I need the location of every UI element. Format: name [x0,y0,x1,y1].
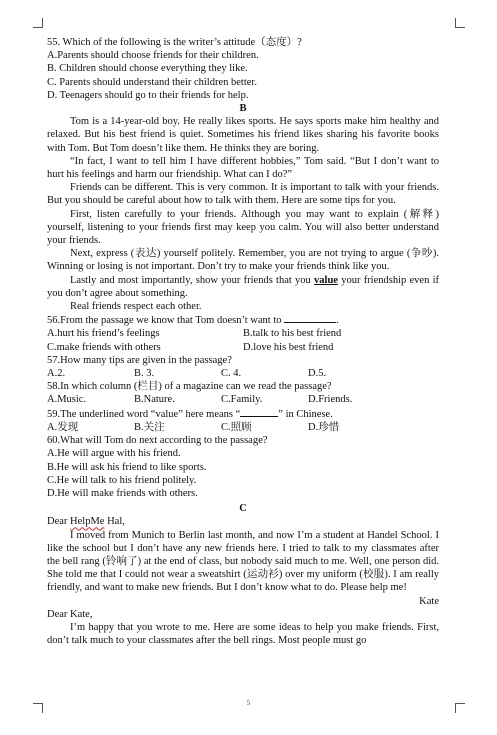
question-59-stem-text: 59.The underlined word “value” here means “ [47,408,241,420]
greeting-name: Hal, [104,516,125,528]
passage-b-paragraph-1: Tom is a 14-year-old boy. He really likes sports. He says sports make him healthy and relaxed. But his best friend is quiet. Sometimes his friend likes sharing his favorite books with Tom. But Tom doesn’t like them. He thinks they are boring. [47,116,439,154]
question-60-option-a: A.He will argue with his friend. [47,448,181,460]
crop-mark-top-left [33,18,43,28]
question-55-stem: 55. Which of the following is the writer’s attitude（态度）? [47,37,302,48]
question-59-stem [47,407,439,421]
question-56-options-row-1 [47,327,439,340]
underlined-word-value: value [314,274,338,286]
letter-1-body: I moved from Munich to Berlin last month, and now I’m a student at Handel School. I like the school but I don’t have any new friends here. I tried to talk to my classmates after the bell rang (铃响了) at the end of class, but nobody said much to me. Well, one person did. She told me that I could not wear a sweatshirt (运动衫) over my uniform (校服). I am really friendly, and want to make new friends. But I don’t know what to do. Please help me! [47,529,439,594]
letter-1-greeting [47,515,439,528]
crop-mark-top-right [455,18,465,28]
question-57-option-a: A.2. [47,368,66,380]
question-59-options [47,421,439,434]
greeting-helpme: HelpMe [70,516,105,528]
question-57-options [47,367,439,380]
answer-blank [284,313,336,323]
question-60-option-d: D.He will make friends with others. [47,487,198,499]
answer-blank [240,407,278,417]
letter-2-greeting: Dear Kate, [47,608,93,620]
passage-b-paragraph-7: Real friends respect each other. [70,301,202,313]
question-56-stem [47,313,439,327]
question-58-option-c: C.Family. [221,394,263,406]
question-57-option-b: B. 3. [134,368,155,380]
question-55-option-c: C. Parents should understand their children better. [47,76,257,88]
question-58-option-a: A.Music. [47,394,87,406]
question-60-stem: 60.What will Tom do next according to the passage? [47,435,268,447]
question-56-option-b: B.talk to his best friend [243,328,342,340]
letter-2-body: I’m happy that you wrote to me. Here are some ideas to help you make friends. First, don’t talk much to your classmates after the bell rings. Most people must go [47,621,439,647]
question-58-option-b: B.Nature. [134,394,175,406]
question-56-option-a: A.hurt his friend’s feelings [47,328,160,340]
question-57-stem: 57.How many tips are given in the passage? [47,354,232,366]
greeting-dear: Dear [47,516,71,528]
question-59-option-c: C.照顾 [221,421,252,433]
section-c-heading: C [239,503,247,515]
question-57-option-d: D.5. [308,368,327,380]
passage-b-paragraph-2: “In fact, I want to tell him I have different hobbies,” Tom said. “But I don’t want to hurt his feelings and harm our friendship. What can I do?” [47,155,439,181]
question-58-options [47,393,439,406]
page-number: 5 [246,699,251,707]
question-59-option-b: B.关注 [134,421,165,433]
question-55-option-a: A.Parents should choose friends for their children. [47,50,259,62]
question-60-option-b: B.He will ask his friend to like sports. [47,461,207,473]
question-56-option-c: C.make friends with others [47,341,161,353]
passage-b-paragraph-5: Next, express (表达) yourself politely. Remember, you are not trying to argue (争吵). Winning or losing is not important. Don’t try to make your friends think like you. [47,248,439,273]
question-55-option-b: B. Children should choose everything they like. [47,63,248,75]
question-59-stem-end: ” in Chinese. [278,408,333,420]
section-b-heading: B [239,103,247,115]
question-55-option-d: D. Teenagers should go to their friends for help. [47,89,249,101]
page-content [47,36,439,647]
question-58-stem: 58.In which column (栏目) of a magazine can we read the passage? [47,381,332,393]
passage-b-paragraph-6 [47,274,439,300]
question-56-stem-end: . [336,315,339,327]
passage-b-paragraph-4: First, listen carefully to your friends. Although you may want to explain (解释) yourself, listening to your friends first may keep you calm. You will also better understand your friends. [47,208,439,247]
question-56-options-row-2 [47,341,439,354]
question-59-option-a: A.发现 [47,421,79,433]
paragraph-6-text-start: Lastly and most importantly, show your friends that you [70,274,315,286]
paragraph-6-text-end: your friendship even if you don’t agree about something. [47,274,439,299]
letter-1-signature: Kate [419,595,439,607]
question-59-option-d: D.珍惜 [308,421,340,433]
question-56-option-d: D.love his best friend [243,341,334,353]
question-57-option-c: C. 4. [221,368,242,380]
question-58-option-d: D.Friends. [308,394,353,406]
question-60-option-c: C.He will talk to his friend politely. [47,474,197,486]
question-56-stem-text: 56.From the passage we know that Tom doesn’t want to [47,315,285,327]
passage-b-paragraph-3: Friends can be different. This is very common. It is important to talk with your friends. But you should be careful about how to talk with them. Here are some tips for you. [47,182,439,207]
